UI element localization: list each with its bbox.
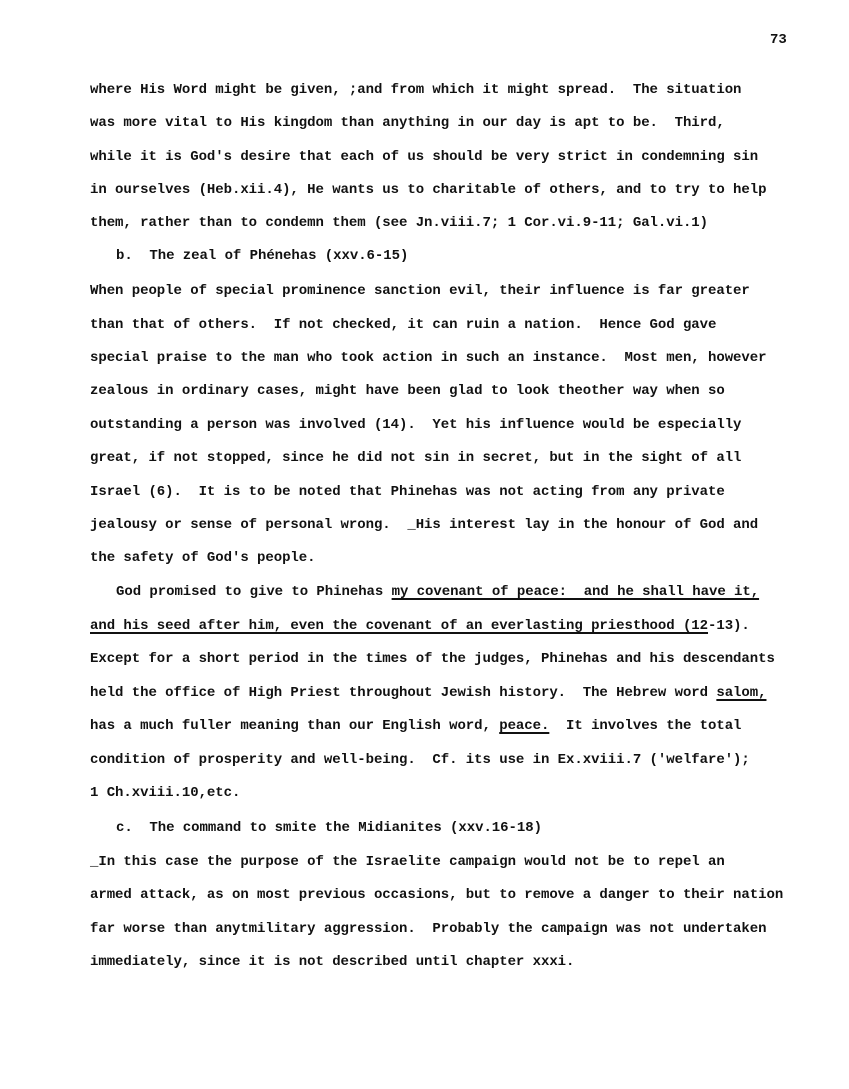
text-segment: When people of special prominence sanction evil, their influence is far greater <box>90 283 750 299</box>
text-line <box>116 246 408 266</box>
text-segment: 1 Ch.xviii.10,etc. <box>90 785 241 801</box>
text-line <box>90 415 741 435</box>
text-line <box>116 818 542 838</box>
text-segment: held the office of High Priest throughout Jewish history. The Hebrew word <box>90 685 717 701</box>
text-line <box>90 180 766 200</box>
text-segment: has a much fuller meaning than our English word, <box>90 718 500 734</box>
text-line <box>90 683 766 703</box>
text-segment: while it is God's desire that each of us should be very strict in condemning sin <box>90 149 759 165</box>
text-segment: outstanding a person was involved (14). Yet his influence would be especially <box>90 417 742 433</box>
text-line <box>90 448 741 468</box>
text-segment: armed attack, as on most previous occasions, but to remove a danger to their nation <box>90 887 784 903</box>
text-line <box>90 348 766 368</box>
text-segment: condition of prosperity and well-being. Cf. its use in Ex.xviii.7 ('welfare'); <box>90 752 750 768</box>
text-segment: It involves the total <box>549 718 742 734</box>
text-line <box>90 885 783 905</box>
text-segment: God promised to give to Phinehas <box>116 584 392 600</box>
underlined-text: my covenant of peace: and he shall have it, <box>391 584 760 600</box>
text-line <box>90 649 775 669</box>
text-segment: zealous in ordinary cases, might have been glad to look theother way when so <box>90 383 725 399</box>
text-segment: _In this case the purpose of the Israelite campaign would not be to repel an <box>90 854 725 870</box>
text-line <box>90 750 750 770</box>
underlined-text: salom, <box>716 685 767 701</box>
text-line <box>90 852 725 872</box>
text-line <box>90 482 725 502</box>
text-segment: immediately, since it is not described until chapter xxxi. <box>90 954 575 970</box>
text-line <box>90 783 240 803</box>
text-segment: far worse than anytmilitary aggression. Probably the campaign was not undertaken <box>90 921 767 937</box>
text-line <box>90 80 741 100</box>
text-line <box>90 147 758 167</box>
text-line <box>90 113 725 133</box>
underlined-text: and his seed after him, even the covenant of an everlasting priesthood (12 <box>90 618 709 634</box>
text-line <box>90 919 766 939</box>
text-line <box>90 952 574 972</box>
text-line <box>90 381 725 401</box>
text-segment: where His Word might be given, ;and from which it might spread. The situation <box>90 82 742 98</box>
text-segment: b. The zeal of Phénehas (xxv.6-15) <box>116 248 409 264</box>
text-segment: -13). <box>708 618 750 634</box>
text-segment: jealousy or sense of personal wrong. _His interest lay in the honour of God and <box>90 517 759 533</box>
text-line <box>90 315 716 335</box>
text-line <box>90 515 758 535</box>
text-line <box>116 582 759 602</box>
text-segment: the safety of God's people. <box>90 550 316 566</box>
text-segment: Israel (6). It is to be noted that Phinehas was not acting from any private <box>90 484 725 500</box>
text-segment: special praise to the man who took action in such an instance. Most men, however <box>90 350 767 366</box>
text-segment: them, rather than to condemn them (see Jn.viii.7; 1 Cor.vi.9-11; Gal.vi.1) <box>90 215 709 231</box>
text-segment: c. The command to smite the Midianites (xxv.16-18) <box>116 820 542 836</box>
text-line <box>90 281 750 301</box>
text-line <box>90 213 708 233</box>
text-line <box>90 548 316 568</box>
text-segment: Except for a short period in the times of the judges, Phinehas and his descendants <box>90 651 775 667</box>
text-segment: in ourselves (Heb.xii.4), He wants us to charitable of others, and to try to help <box>90 182 767 198</box>
text-segment: than that of others. If not checked, it can ruin a nation. Hence God gave <box>90 317 717 333</box>
page-number: 73 <box>770 32 787 48</box>
text-segment: was more vital to His kingdom than anything in our day is apt to be. Third, <box>90 115 725 131</box>
text-line <box>90 716 741 736</box>
text-segment: great, if not stopped, since he did not sin in secret, but in the sight of all <box>90 450 742 466</box>
text-line <box>90 616 750 636</box>
underlined-text: peace. <box>499 718 550 734</box>
